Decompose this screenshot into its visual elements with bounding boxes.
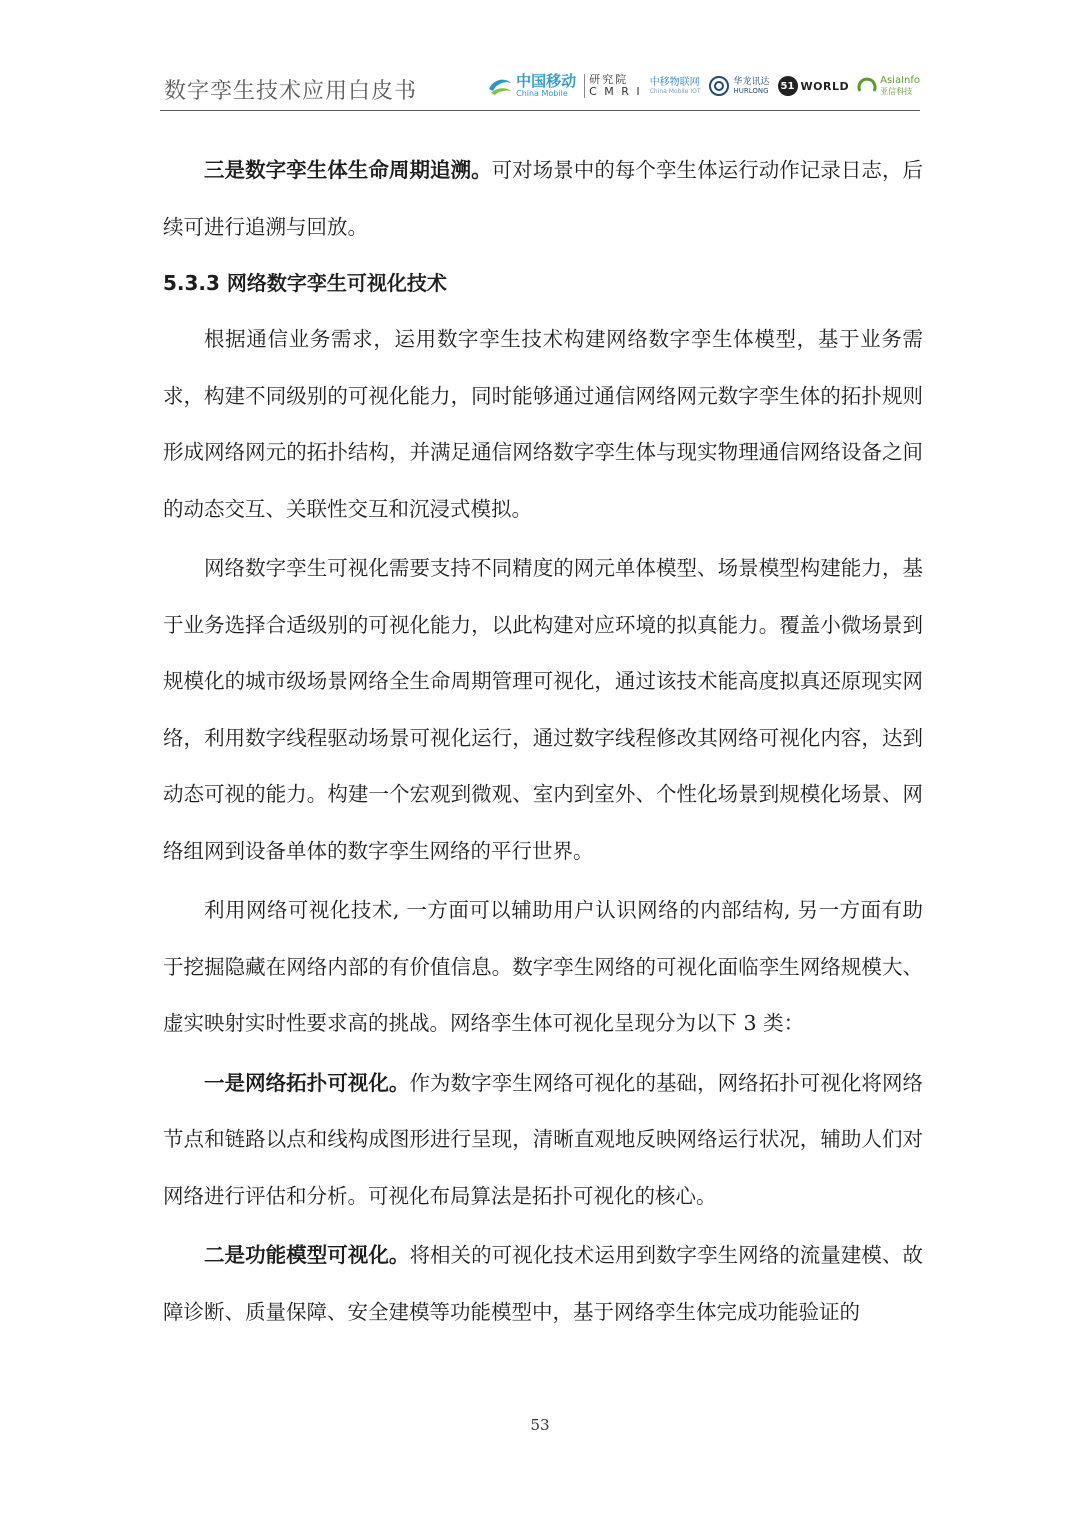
section-heading: 5.3.3 网络数字孪生可视化技术 <box>163 271 447 295</box>
paragraph-lead-bold: 二是功能模型可视化。 <box>204 1243 410 1267</box>
hurlong-logo <box>708 75 769 97</box>
paragraph-lifecycle-trace <box>163 142 923 255</box>
hurlong-circle-icon <box>708 75 730 97</box>
china-mobile-cn: 中国移动 <box>516 72 577 90</box>
paragraph-topology <box>163 1055 923 1225</box>
page-number: 53 <box>530 1416 550 1434</box>
paragraph-function-model <box>163 1227 923 1340</box>
paragraph-network-visualization: 利用网络可视化技术, 一方面可以辅助用户认识网络的内部结构, 另一方面有助于挖掘隐藏在网络内部的有价值信息。数字孪生网络的可视化面临孪生网络规模大、虚实映射实时性要求高的挑战。网络孪生体可视化呈现分为以下 3 类： <box>163 898 923 1035</box>
51-badge: 51 <box>778 76 798 96</box>
paragraph-text: 作为数字孪生网络可视化的基础，网络拓扑可视化将网络节点和链路以点和线构成图形进行呈现，清晰直观地反映网络运行状况，辅助人们对网络进行评估和分析。可视化布局算法是拓扑可视化的核心。 <box>163 1070 924 1208</box>
asiainfo-arc-icon <box>857 76 877 96</box>
china-mobile-en: China Mobile <box>516 89 568 98</box>
partner-logos <box>487 70 920 102</box>
hurlong-cn: 华龙讯达 <box>733 77 770 87</box>
asiainfo-en: AsiaInfo <box>880 75 920 86</box>
cmri-logo <box>584 74 642 98</box>
paragraph-text: 将相关的可视化技术运用到数字孪生网络的流量建模、故障诊断、质量保障、安全建模等功能模型中，基于网络孪生体完成功能验证的 <box>163 1243 924 1324</box>
cm-iot-logo <box>650 77 701 95</box>
cm-iot-en: China Mobile IOT <box>649 88 701 95</box>
china-mobile-logo <box>487 74 576 98</box>
paragraph-lead-bold: 一是网络拓扑可视化。 <box>204 1070 410 1095</box>
page-header <box>160 62 920 111</box>
header-title: 数字孪生技术应用白皮书 <box>164 79 418 104</box>
paragraph-text: 可对场景中的每个孪生体运行动作记录日志，后续可进行追溯与回放。 <box>163 158 924 239</box>
cmri-cn: 研究院 <box>589 73 629 86</box>
paragraph-visualization-capability: 网络数字孪生可视化需要支持不同精度的网元单体模型、场景模型构建能力，基于业务选择合适级别的可视化能力，以此构建对应环境的拟真能力。覆盖小微场景到规模化的城市级场景网络全生命周期管理可视化，通过该技术能高度拟真还原现实网络，利用数字线程驱动场景可视化运行，通过数字线程修改其网络可视化内容，达到动态可视的能力。构建一个宏观到微观、室内到室外、个性化场景到规模化场景、网络组网到设备单体的数字孪生网络的平行世界。 <box>163 556 923 863</box>
world-text: WORLD <box>800 79 850 93</box>
paragraph-intro: 根据通信业务需求，运用数字孪生技术构建网络数字孪生体模型，基于业务需求，构建不同级别的可视化能力，同时能够通过通信网络网元数字孪生体的拓扑规则形成网络网元的拓扑结构，并满足通信网络数字孪生体与现实物理通信网络设备之间的动态交互、关联性交互和沉浸式模拟。 <box>163 327 923 521</box>
hurlong-en: HURLONG <box>733 87 769 95</box>
cmri-en: C M R I <box>589 85 642 98</box>
51world-logo <box>778 76 850 96</box>
page-content <box>163 142 923 1340</box>
cm-iot-cn: 中移物联网 <box>649 77 700 88</box>
paragraph-lead-bold: 三是数字孪生体生命周期追溯。 <box>204 158 492 182</box>
asiainfo-logo <box>857 75 920 97</box>
asiainfo-cn: 亚信科技 <box>880 87 913 96</box>
china-mobile-swirl-icon <box>487 75 513 97</box>
